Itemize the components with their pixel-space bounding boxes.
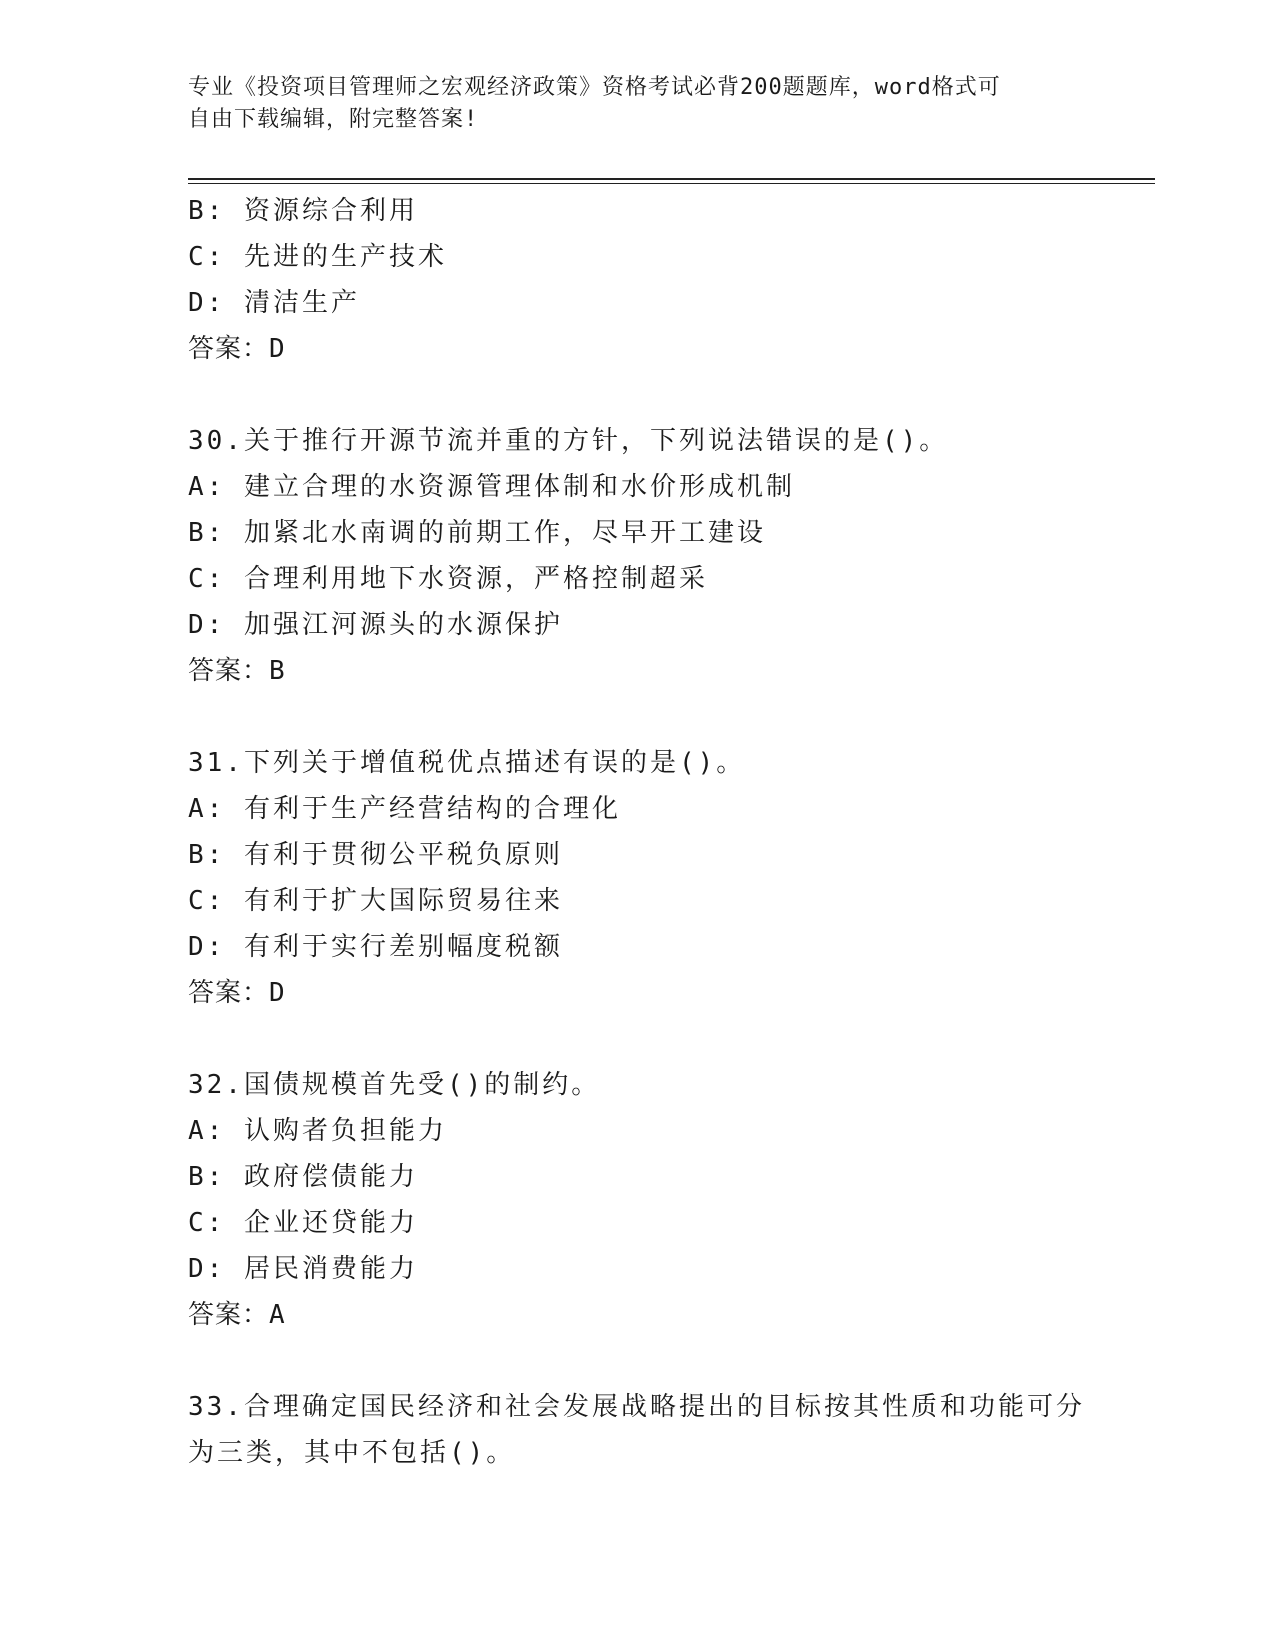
option-b: B: 政府偿债能力 <box>188 1162 418 1192</box>
question-stem: 31.下列关于增值税优点描述有误的是()。 <box>188 748 746 778</box>
question-32 <box>188 1062 1148 1338</box>
option-a: A: 认购者负担能力 <box>188 1116 447 1146</box>
option-c: C: 先进的生产技术 <box>188 242 447 272</box>
question-list <box>188 188 1148 1476</box>
answer-value: D <box>269 978 286 1008</box>
answer-value: A <box>269 1300 286 1330</box>
answer-line <box>188 648 1148 694</box>
answer-label: 答案： <box>188 978 270 1008</box>
answer-value: B <box>269 656 286 686</box>
question-stem: 30.关于推行开源节流并重的方针，下列说法错误的是()。 <box>188 426 949 456</box>
option-d: D: 居民消费能力 <box>188 1254 418 1284</box>
header-divider-thin <box>188 183 1155 184</box>
answer-line <box>188 1292 1148 1338</box>
option-b: B: 资源综合利用 <box>188 196 418 226</box>
option-c: C: 合理利用地下水资源，严格控制超采 <box>188 564 708 594</box>
question-31 <box>188 740 1148 1016</box>
option-c: C: 有利于扩大国际贸易往来 <box>188 886 563 916</box>
question-stem: 32.国债规模首先受()的制约。 <box>188 1070 601 1100</box>
question-30 <box>188 418 1148 694</box>
answer-value: D <box>269 334 286 364</box>
header-line-1: 专业《投资项目管理师之宏观经济政策》资格考试必背200题题库，word格式可 <box>188 75 1001 100</box>
option-d: D: 有利于实行差别幅度税额 <box>188 932 563 962</box>
answer-line <box>188 326 1148 372</box>
answer-label: 答案： <box>188 334 270 364</box>
document-header <box>188 72 1088 136</box>
answer-label: 答案： <box>188 656 270 686</box>
question-33 <box>188 1384 1148 1476</box>
option-b: B: 有利于贯彻公平税负原则 <box>188 840 563 870</box>
option-d: D: 加强江河源头的水源保护 <box>188 610 563 640</box>
option-b: B: 加紧北水南调的前期工作，尽早开工建设 <box>188 518 766 548</box>
question-29-continued <box>188 188 1148 372</box>
answer-line <box>188 970 1148 1016</box>
question-stem-line-2: 为三类，其中不包括()。 <box>188 1438 516 1468</box>
option-a: A: 有利于生产经营结构的合理化 <box>188 794 621 824</box>
question-stem-line-1: 33.合理确定国民经济和社会发展战略提出的目标按其性质和功能可分 <box>188 1392 1085 1422</box>
option-d: D: 清洁生产 <box>188 288 360 318</box>
header-line-2: 自由下载编辑，附完整答案! <box>188 107 479 132</box>
header-divider-thick <box>188 178 1155 180</box>
option-a: A: 建立合理的水资源管理体制和水价形成机制 <box>188 472 795 502</box>
option-c: C: 企业还贷能力 <box>188 1208 418 1238</box>
answer-label: 答案： <box>188 1300 270 1330</box>
